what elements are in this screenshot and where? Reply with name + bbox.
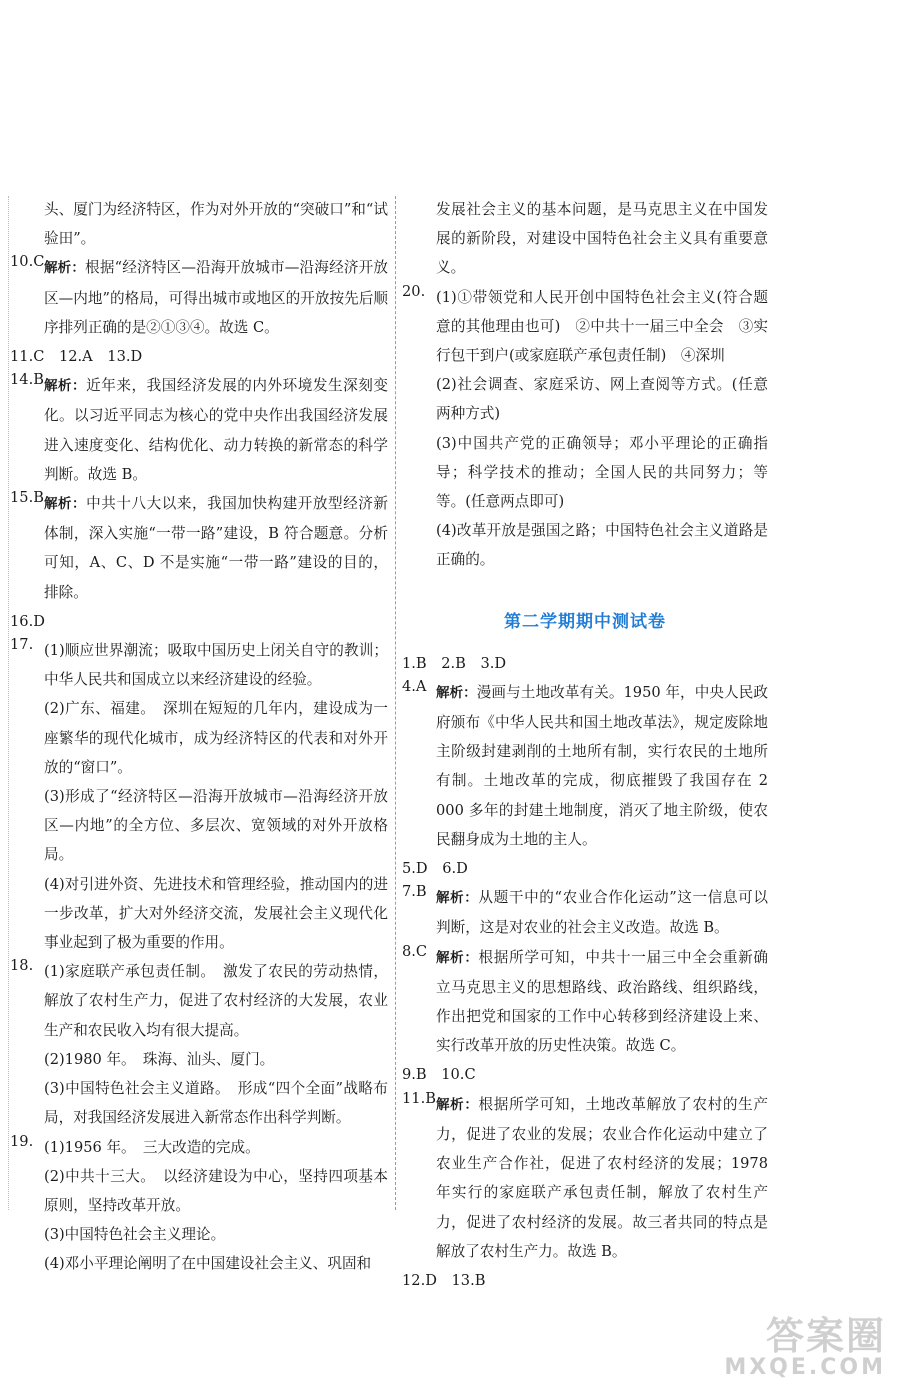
answer-4 xyxy=(402,678,768,854)
answer-8 xyxy=(402,943,768,1061)
answer-text: (1)家庭联产承包责任制。 激发了农民的劳动热情，解放了农村生产力，促进了农村经济的大发展，农业生产和农民收入均有很大提高。 (2)1980 年。 珠海、汕头、厦门。 (3)中国特色社会主义道路。 形成“四个全面”战略布局，对我国经济发展进入新常态作出科学判断。 xyxy=(44,963,388,1127)
analysis-label: 解析： xyxy=(44,378,87,395)
analysis-label: 解析： xyxy=(436,890,479,907)
answer-text: (1)顺应世界潮流；吸取中国历史上闭关自守的教训；中华人民共和国成立以来经济建设的经验。 (2)广东、福建。 深圳在短短的几年内，建设成为一座繁华的现代化城市，成为经济特区的代表和对外开放的“窗口”。 (3)形成了“经济特区—沿海开放城市—沿海经济开放区—内地”的全方位、多层次、宽领域的对外开放格局。 (4)对引进外资、先进技术和管理经验，推动国内的进一步改革，扩大对外经济交流，发展社会主义现代化事业起到了极为重要的作用。 xyxy=(44,642,388,952)
answer-number: 18. xyxy=(10,957,34,975)
answer-text: (1)①带领党和人民开创中国特色社会主义(符合题意的其他理由也可) ②中共十一届三中全会 ③实行包干到户(或家庭联产承包责任制) ④深圳 (2)社会调查、家庭采访、网上查阅等方式。(任意两种方式) (3)中国共产党的正确领导；邓小平理论的正确指导；科学技术的推动；全国人民的共同努力；等等。(任意两点即可) (4)改革开放是强国之路；中国特色社会主义道路是正确的。 xyxy=(436,288,768,569)
page-edge-line xyxy=(8,196,9,1210)
answers-1-3: 1.B 2.B 3.D xyxy=(402,654,507,672)
answer-11 xyxy=(402,1090,768,1266)
answer-20 xyxy=(402,283,768,575)
answer-number: 19. xyxy=(10,1132,34,1150)
answer-text: 中共十八大以来，我国加快构建开放型经济新体制，深入实施“一带一路”建设，B 符合题意。分析可知，A、C、D 不是实施“一带一路”建设的目的，排除。 xyxy=(44,495,388,601)
answer-number: 10.C xyxy=(10,253,45,271)
left-column xyxy=(10,195,388,1279)
column-divider xyxy=(395,196,396,1210)
answer-number: 20. xyxy=(402,282,426,300)
answers-12-13: 12.D 13.B xyxy=(402,1271,486,1289)
answer-text: 漫画与土地改革有关。1950 年，中央人民政府颁布《中华人民共和国土地改革法》，规定废除地主阶级封建剥削的土地所有制，实行农民的土地所有制。土地改革的完成，彻底摧毁了我国存在 2 000 多年的封建土地制度，消灭了地主阶级，使农民翻身成为土地的主人。 xyxy=(436,683,769,848)
section-heading: 第二学期期中测试卷 xyxy=(504,611,666,632)
answer-16: 16.D xyxy=(10,612,45,630)
answer-text: (1)1956 年。 三大改造的完成。 (2)中共十三大。 以经济建设为中心，坚持四项基本原则，坚持改革开放。 (3)中国特色社会主义理论。 (4)邓小平理论阐明了在中国建设社会主义、巩固和 xyxy=(44,1138,388,1273)
answer-text: 根据所学可知，中共十一届三中全会重新确立马克思主义的思想路线、政治路线、组织路线，作出把党和国家的工作中心转移到经济建设上来、实行改革开放的历史性决策。故选 C。 xyxy=(436,948,768,1055)
answers-5-6: 5.D 6.D xyxy=(402,860,468,878)
answer-text: 发展社会主义的基本问题，是马克思主义在中国发展的新阶段，对建设中国特色社会主义具有重要意义。 xyxy=(436,201,768,277)
analysis-label: 解析： xyxy=(44,496,87,513)
analysis-label: 解析： xyxy=(436,1096,479,1113)
answer-number: 8.C xyxy=(402,942,428,960)
answer-number: 11.B xyxy=(402,1089,436,1107)
answer-text: 从题干中的“农业合作化运动”这一信息可以判断，这是对农业的社会主义改造。故选 B。 xyxy=(436,889,768,937)
answer-text: 近年来，我国经济发展的内外环境发生深刻变化。以习近平同志为核心的党中央作出我国经济发展进入速度变化、结构优化、动力转换的新常态的科学判断。故选 B。 xyxy=(44,377,388,483)
answer-number: 15.B xyxy=(10,489,44,507)
answer-number: 17. xyxy=(10,636,34,654)
answer-18 xyxy=(10,957,388,1132)
answer-7 xyxy=(402,883,768,942)
answers-11-13: 11.C 12.A 13.D xyxy=(10,348,143,366)
answer-text: 头、厦门为经济特区，作为对外开放的“突破口”和“试验田”。 xyxy=(44,201,388,248)
analysis-label: 解析： xyxy=(436,684,477,701)
answer-text: 根据“经济特区—沿海开放城市—沿海经济开放区—内地”的格局，可得出城市或地区的开放按先后顺序排列正确的是②①③④。故选 C。 xyxy=(44,259,388,336)
answer-15 xyxy=(10,489,388,607)
answer-number: 4.A xyxy=(402,677,427,695)
analysis-label: 解析： xyxy=(44,260,86,277)
watermark-logo-text: 答案圈 xyxy=(765,1314,886,1358)
analysis-label: 解析： xyxy=(436,949,479,966)
answer-19 xyxy=(10,1133,388,1279)
answer-number: 14.B xyxy=(10,371,44,389)
answer-text: 根据所学可知，土地改革解放了农村的生产力，促进了农业的发展；农业合作化运动中建立了农业生产合作社，促进了农村经济的发展；1978 年实行的家庭联产承包责任制，解放了农村生产力，促进了农村经济的发展。故三者共同的特点是解放了农村生产力。故选 B。 xyxy=(436,1095,768,1260)
continued-answer xyxy=(402,195,768,283)
answer-14 xyxy=(10,371,388,489)
site-watermark xyxy=(716,1316,886,1382)
right-column xyxy=(402,195,768,1295)
watermark-url: MXQE.COM xyxy=(724,1355,886,1380)
answer-10 xyxy=(10,253,388,342)
answers-9-10: 9.B 10.C xyxy=(402,1066,476,1084)
continued-answer xyxy=(10,195,388,253)
answer-17 xyxy=(10,636,388,957)
answer-number: 7.B xyxy=(402,883,427,901)
